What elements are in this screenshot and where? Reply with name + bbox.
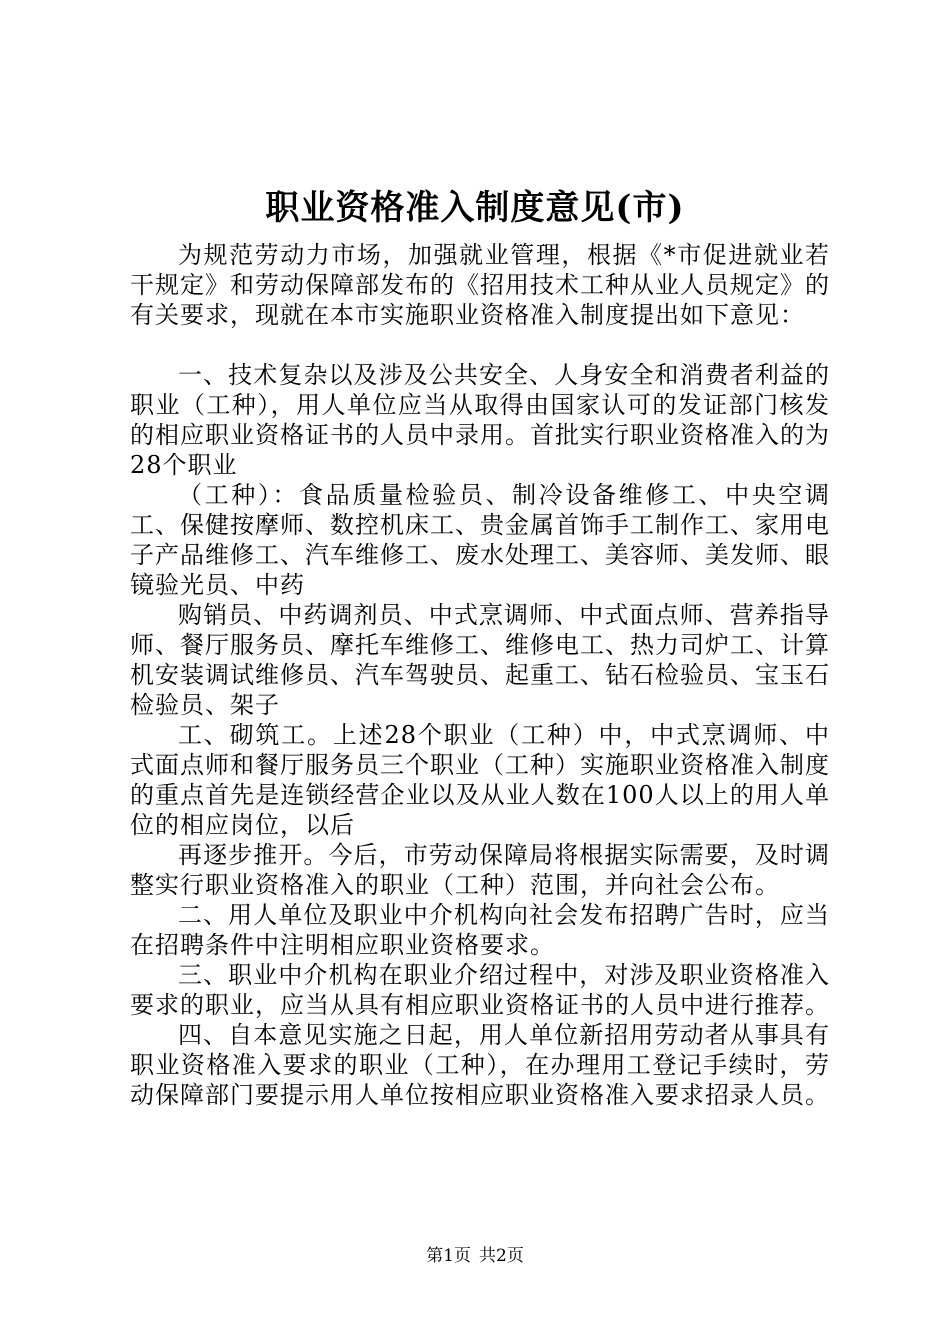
paragraph-item-1-list-c: 工、砌筑工。上述28个职业（工种）中，中式烹调师、中式面点师和餐厅服务员三个职业（工种）实施职业资格准入制度的重点首先是连锁经营企业以及从业人数在100人以上的用人单位的相应岗位，以后 [130,721,830,839]
paragraph-intro: 为规范劳动力市场，加强就业管理，根据《*市促进就业若干规定》和劳动保障部发布的《招用技术工种从业人员规定》的有关要求，现就在本市实施职业资格准入制度提出如下意见： [130,241,830,329]
paragraph-item-1: 一、技术复杂以及涉及公共安全、人身安全和消费者利益的职业（工种），用人单位应当从取得由国家认可的发证部门核发的相应职业资格证书的人员中录用。首批实行职业资格准入的为28个职业 [130,361,830,479]
document-body [130,240,830,1110]
paragraph-spacer [130,330,830,360]
page-total: 共2页 [479,1246,524,1266]
document-title: 职业资格准入制度意见(市) [265,188,685,228]
paragraph-item-4: 四、自本意见实施之日起，用人单位新招用劳动者从事具有职业资格准入要求的职业（工种），在办理用工登记手续时，劳动保障部门要提示用人单位按相应职业资格准入要求招录人员。 [130,1021,830,1109]
page-number: 第1页 [426,1246,471,1266]
paragraph-item-1-list-b: 购销员、中药调剂员、中式烹调师、中式面点师、营养指导师、餐厅服务员、摩托车维修工、维修电工、热力司炉工、计算机安装调试维修员、汽车驾驶员、起重工、钻石检验员、宝玉石检验员、架子 [130,601,830,719]
paragraph-item-1-list-a: （工种）：食品质量检验员、制冷设备维修工、中央空调工、保健按摩师、数控机床工、贵金属首饰手工制作工、家用电子产品维修工、汽车维修工、废水处理工、美容师、美发师、眼镜验光员、中药 [130,481,830,599]
paragraph-item-1-end: 再逐步推开。今后，市劳动保障局将根据实际需要，及时调整实行职业资格准入的职业（工种）范围，并向社会公布。 [130,841,830,899]
paragraph-item-2: 二、用人单位及职业中介机构向社会发布招聘广告时，应当在招聘条件中注明相应职业资格要求。 [130,901,830,959]
paragraph-item-3: 三、职业中介机构在职业介绍过程中，对涉及职业资格准入要求的职业，应当从具有相应职业资格证书的人员中进行推荐。 [130,961,830,1019]
page-footer [0,1245,950,1267]
